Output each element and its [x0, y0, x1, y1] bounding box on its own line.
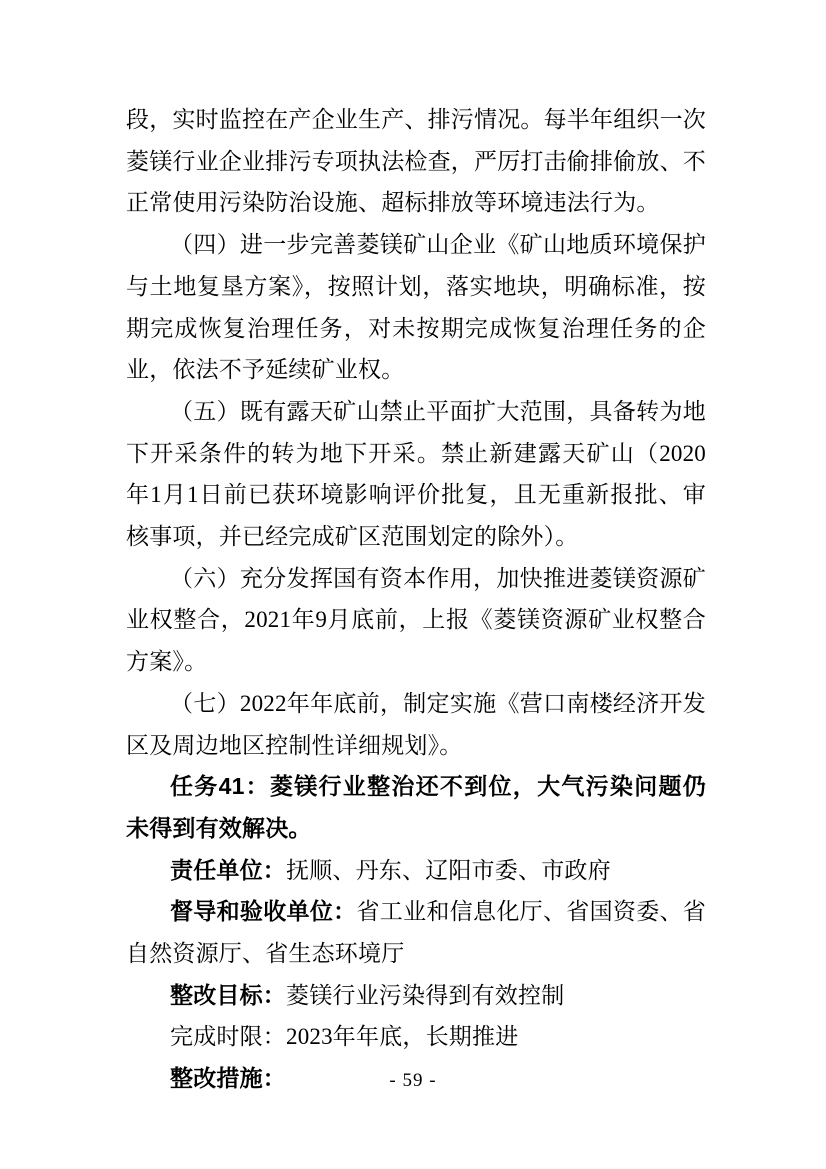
field-supervision-value: 省工业和信息化厅、省国资委、省自然资源厅、省生态环境厅 [126, 899, 707, 967]
task-heading: 任务41：菱镁行业整治还不到位，大气污染问题仍未得到有效解决。 [126, 773, 706, 841]
paragraph-item-5: （五）既有露天矿山禁止平面扩大范围，具备转为地下开采条件的转为地下开采。禁止新建露天矿山（2020年1月1日前已获环境影响评价批复，且无重新报批、审核事项，并已经完成矿区范围划定的除外）。 [126, 398, 706, 550]
field-goal-label: 整改目标： [170, 981, 286, 1008]
field-supervision-label: 督导和验收单位： [170, 898, 357, 925]
field-goal [126, 975, 706, 1017]
field-responsible-label: 责任单位： [170, 856, 286, 883]
field-deadline-label: 完成时限： [170, 1024, 286, 1050]
field-supervision [126, 891, 706, 974]
paragraph-continuation: 段，实时监控在产企业生产、排污情况。每半年组织一次菱镁行业企业排污专项执法检查，严厉打击偷排偷放、不正常使用污染防治设施、超标排放等环境违法行为。 [126, 107, 706, 216]
field-deadline [126, 1016, 706, 1058]
field-responsible [126, 850, 706, 892]
document-body [126, 99, 706, 1100]
page-number: - 59 - [389, 1070, 437, 1091]
field-goal-value: 菱镁行业污染得到有效控制 [286, 982, 565, 1008]
paragraph-item-6: （六）充分发挥国有资本作用，加快推进菱镁资源矿业权整合，2021年9月底前，上报《菱镁资源矿业权整合方案》。 [126, 565, 706, 675]
field-deadline-value: 2023年年底，长期推进 [286, 1024, 519, 1050]
field-measures-label: 整改措施： [170, 1065, 286, 1092]
paragraph-item-7: （七）2022年年底前，制定实施《营口南楼经济开发区及周边地区控制性详细规划》。 [126, 690, 706, 758]
paragraph-item-4: （四）进一步完善菱镁矿山企业《矿山地质环境保护与土地复垦方案》，按照计划，落实地块，明确标准，按期完成恢复治理任务，对未按期完成恢复治理任务的企业，依法不予延续矿业权。 [126, 232, 706, 383]
field-responsible-value: 抚顺、丹东、辽阳市委、市政府 [286, 857, 611, 883]
